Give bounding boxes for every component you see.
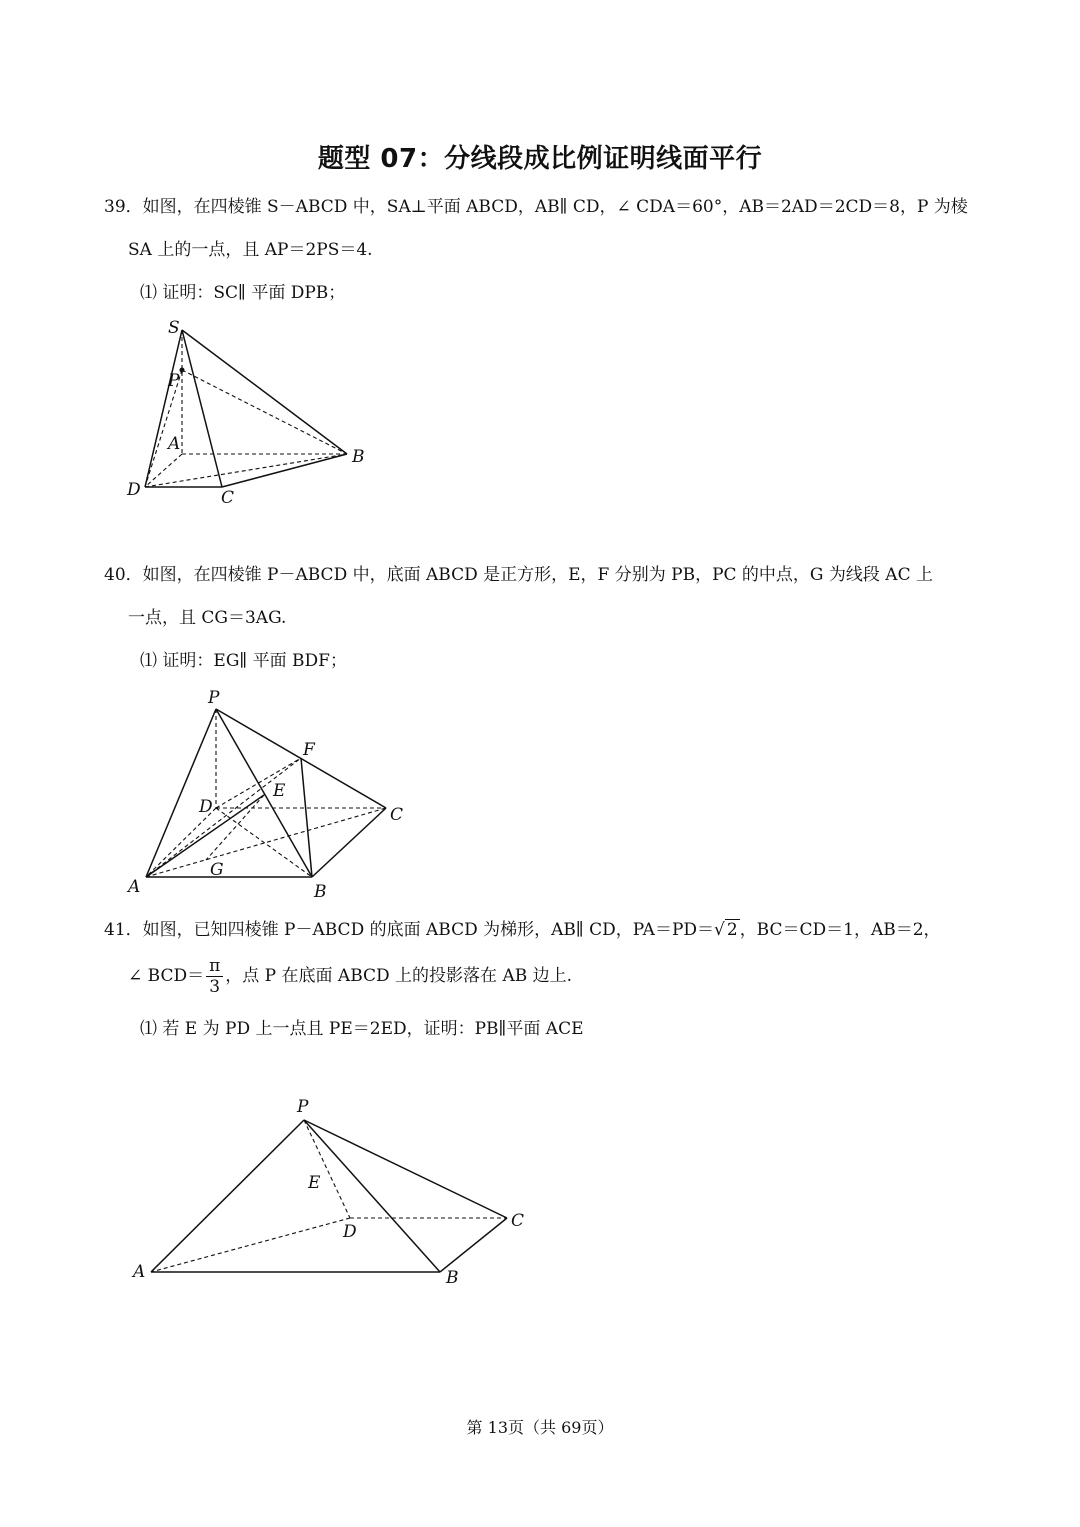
label-C: C [221,488,235,508]
label-E: E [308,1173,321,1193]
problem-41-part-1: ⑴ 若 E 为 PD 上一点且 PE＝2ED，证明：PB∥平面 ACE [140,1019,584,1039]
fraction-numerator: π [206,956,223,977]
problem-41-line-1-start: 41．如图，已知四棱锥 P－ABCD 的底面 ABCD 为梯形，AB∥ CD，PA＝PD＝ [104,920,715,940]
edge-PD [304,1120,350,1218]
problem-40-line-2: 一点，且 CG＝3AG. [128,608,287,628]
label-G: G [210,860,224,880]
sqrt-expression: √ 2 [714,920,738,940]
label-A: A [128,877,141,897]
problem-41-line-1-end: ，BC＝CD＝1，AB＝2， [739,920,941,940]
edge-BC [440,1218,507,1272]
problem-40-part-1: ⑴ 证明：EG∥ 平面 BDF； [140,651,347,671]
label-A: A [133,1262,146,1282]
label-F: F [303,740,315,760]
label-A: A [168,434,181,454]
problem-39-line-1: 39．如图，在四棱锥 S－ABCD 中，SA⊥平面 ABCD，AB∥ CD，∠ CDA＝60°，AB＝2AD＝2CD＝8，P 为棱 [104,197,968,217]
fraction-denominator: 3 [209,977,221,997]
label-B: B [314,882,327,902]
label-C: C [390,805,404,825]
label-B: B [446,1268,459,1288]
label-P: P [208,688,220,708]
sqrt-radicand: 2 [726,920,738,940]
label-D: D [199,797,213,817]
problem-41-line-2-start: ∠ BCD＝ [128,966,205,986]
label-P: P [168,371,180,391]
problem-39-line-2: SA 上的一点，且 AP＝2PS＝4. [128,240,373,260]
problem-41-line-2-end: ，点 P 在底面 ABCD 上的投影落在 AB 边上. [225,966,573,986]
label-P: P [297,1097,309,1117]
label-D: D [127,480,141,500]
label-E: E [273,781,286,801]
label-C: C [511,1211,525,1231]
label-S: S [168,318,180,338]
label-D: D [343,1222,357,1242]
edge-PA [151,1120,304,1272]
edge-PC [304,1120,507,1218]
problem-40-line-1: 40．如图，在四棱锥 P－ABCD 中，底面 ABCD 是正方形，E，F 分别为 PB，PC 的中点，G 为线段 AC 上 [104,565,933,585]
page-footer: 第 13页（共 69页） [466,1418,614,1437]
problem-39-part-1: ⑴ 证明：SC∥ 平面 DPB； [140,283,346,303]
label-B: B [352,447,365,467]
edge-DA [151,1218,350,1272]
edge-PB [304,1120,440,1272]
page-title: 题型 07：分线段成比例证明线面平行 [317,144,763,174]
